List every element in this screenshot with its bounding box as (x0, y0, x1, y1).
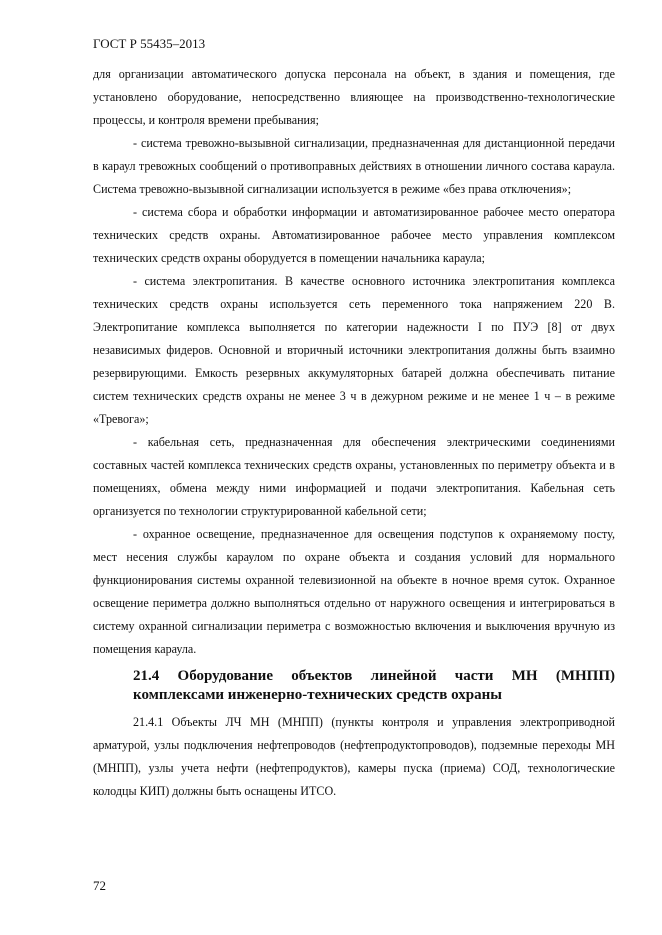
page-header: ГОСТ Р 55435–2013 (93, 36, 206, 51)
list-item-power-supply: - система электропитания. В качестве основного источника электропитания комплекса технических средств охраны используется сеть переменного тока напряжением 220 В. Электропитание комплекса выполняется по категории надежности I по ПУЭ [8] от двух независимых фидеров. Основной и вторичный источники электропитания должны быть взаимно резервирующими. Емкость резервных аккумуляторных батарей должна обеспечивать питание систем технических средств охраны не менее 3 ч в дежурном режиме и не менее 1 ч – в режиме «Тревога»; (93, 274, 615, 426)
list-item-security-lighting: - охранное освещение, предназначенное для освещения подступов к охраняемому посту, мест несения службы караулом по охране объекта и создания условий для нормального функционирования системы охранной телевизионной на объекте в ночное время суток. Охранное освещение периметра должно выполняться отдельно от наружного освещения и интегрироваться в систему охранной сигнализации периметра с возможностью включения и выключения вручную из помещения караула. (93, 527, 615, 656)
section-paragraph: 21.4.1 Объекты ЛЧ МН (МНПП) (пункты контроля и управления электроприводной арматурой, узлы подключения нефтепроводов (нефтепродуктопроводов), подземные переходы МН (МНПП), узлы учета нефти (нефтепродуктов), камеры пуска (приема) СОД, технологические колодцы КИП) должны быть оснащены ИТСО. (93, 715, 615, 798)
section-heading: 21.4 Оборудование объектов линейной части МН (МНПП) комплексами инженерно-технических средств охраны (133, 668, 615, 703)
paragraph-continuation: для организации автоматического допуска персонала на объект, в здания и помещения, где установлено оборудование, непосредственно влияющее на производственно-технологические процессы, и контроля времени пребывания; (93, 67, 615, 127)
page-number: 72 (93, 878, 106, 893)
list-item-alarm-system: - система тревожно-вызывной сигнализации, предназначенная для дистанционной передачи в караул тревожных сообщений о противоправных действиях в отношении личного состава караула. Система тревожно-вызывной сигнализации используется в режиме «без права отключения»; (93, 136, 615, 196)
page-content (93, 63, 615, 803)
list-item-cable-network: - кабельная сеть, предназначенная для обеспечения электрическими соединениями составных частей комплекса технических средств охраны, установленных по периметру объекта и в помещениях, обмена между ними информацией и подачи электропитания. Кабельная сеть организуется по технологии структурированной кабельной сети; (93, 435, 615, 518)
list-item-data-processing: - система сбора и обработки информации и автоматизированное рабочее место оператора технических средств охраны. Автоматизированное рабочее место управления комплексом технических средств охраны оборудуется в помещении начальника караула; (93, 205, 615, 265)
